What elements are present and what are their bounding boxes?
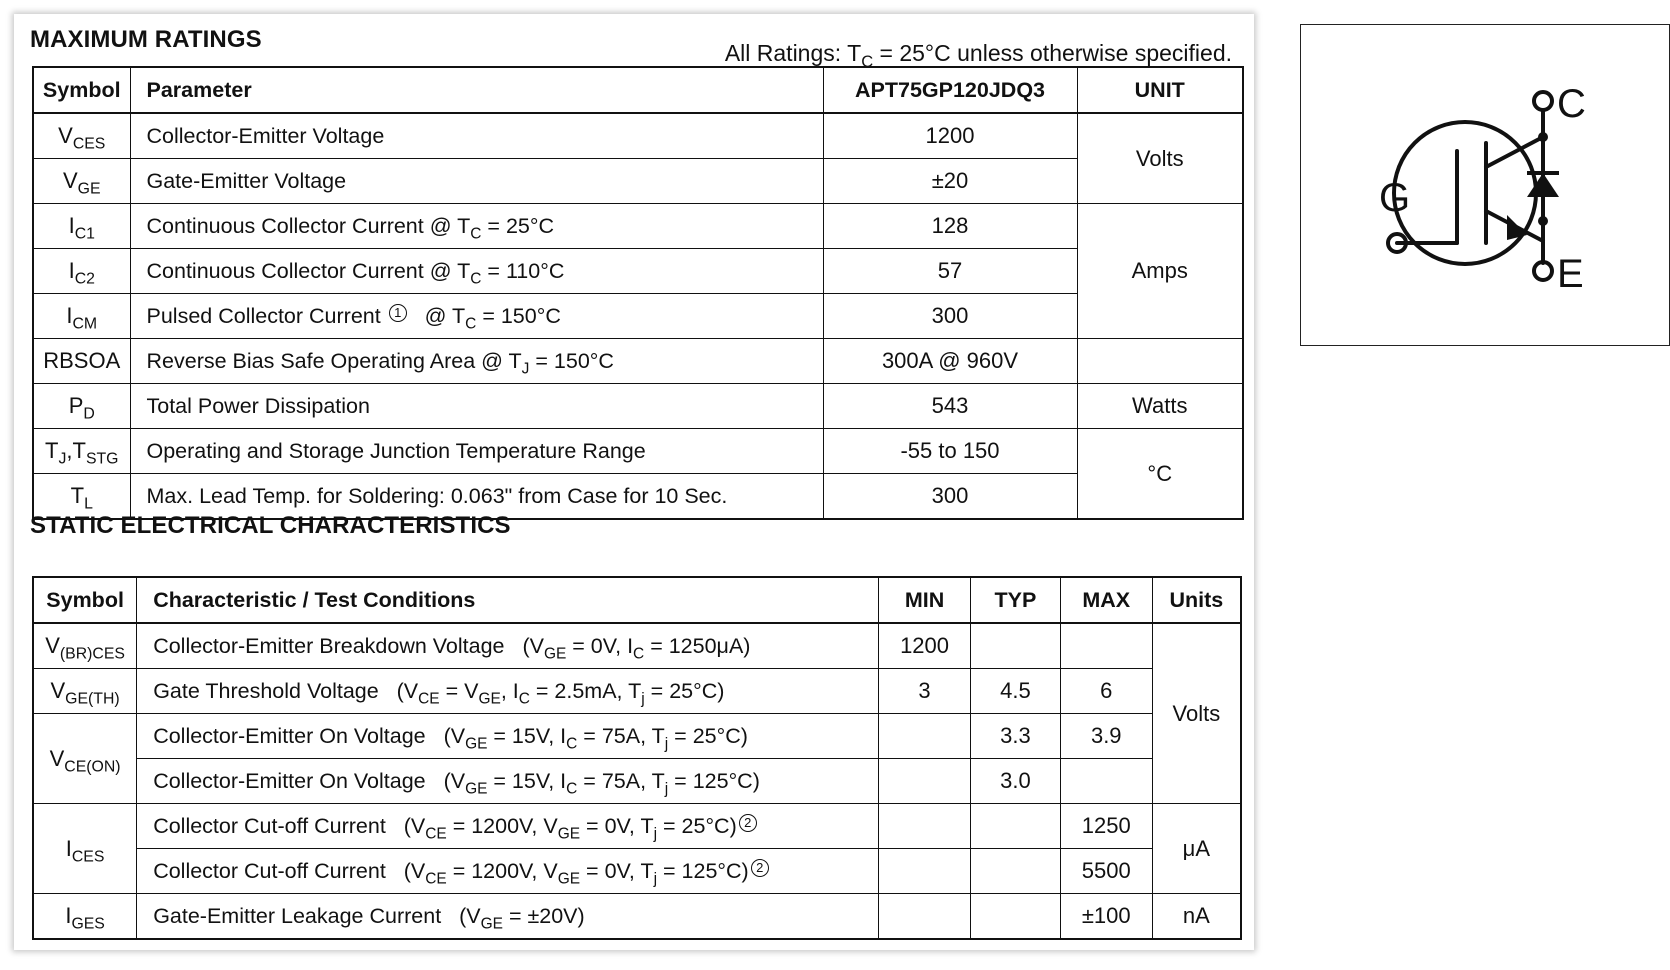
footnote-marker: 1 <box>389 304 407 322</box>
value-cell: 1200 <box>823 113 1077 159</box>
min-cell <box>879 849 971 894</box>
table-row <box>33 339 1243 384</box>
symbol-cell: $T_L$ <box>33 474 130 520</box>
characteristic-cell: Gate Threshold Voltage ($V_{CE} = V_{GE}$, $I_C = 2.5mA$, $T_j = 25^\circ C$) <box>137 669 879 714</box>
characteristic-cell: Collector-Emitter On Voltage ($V_{GE} = 15V$, $I_C = 75A$, $T_j = 125^\circ C$) <box>137 759 879 804</box>
ratings-note: All Ratings: $T_C = 25^\circ C$ unless otherwise specified. <box>724 40 1232 71</box>
table-row <box>33 849 1241 894</box>
header-min: MIN <box>879 577 971 623</box>
symbol-cell: $I_{C2}$ <box>33 249 130 294</box>
header-symbol: Symbol <box>33 67 130 113</box>
typ-cell <box>971 623 1061 669</box>
symbol-cell: $V_{GE}$ <box>33 159 130 204</box>
footnote-marker: 2 <box>751 859 769 877</box>
parameter-cell: Total Power Dissipation <box>130 384 823 429</box>
emitter-label: E <box>1557 252 1584 296</box>
symbol-cell: $I_{C1}$ <box>33 204 130 249</box>
table-row <box>33 384 1243 429</box>
max-ratings-title: MAXIMUM RATINGS <box>30 26 262 53</box>
diode-triangle <box>1527 173 1559 197</box>
symbol-cell: $V_{CE(ON)}$ <box>33 714 137 804</box>
min-cell <box>879 894 971 940</box>
symbol-cell: $V_{GE(TH)}$ <box>33 669 137 714</box>
typ-cell: 4.5 <box>971 669 1061 714</box>
max-cell <box>1060 623 1152 669</box>
symbol-cell: $V_{(BR)CES}$ <box>33 623 137 669</box>
gate-label: G <box>1379 176 1411 220</box>
header-unit: UNIT <box>1077 67 1243 113</box>
unit-cell: Volts <box>1077 113 1243 204</box>
max-ratings-table <box>32 66 1244 520</box>
value-cell: 57 <box>823 249 1077 294</box>
table-row <box>33 249 1243 294</box>
max-cell: 3.9 <box>1060 714 1152 759</box>
characteristic-cell: Collector Cut-off Current ($V_{CE} = 1200V$, $V_{GE} = 0V$, $T_j = 125^\circ C$) 2 <box>137 849 879 894</box>
unit-cell: μA <box>1152 804 1241 894</box>
min-cell <box>879 759 971 804</box>
max-cell: 6 <box>1060 669 1152 714</box>
unit-cell: Volts <box>1152 623 1241 804</box>
symbol-cell: $I_{GES}$ <box>33 894 137 940</box>
static-characteristics-table <box>32 576 1242 940</box>
min-cell: 1200 <box>879 623 971 669</box>
header-symbol: Symbol <box>33 577 137 623</box>
parameter-cell: Operating and Storage Junction Temperature Range <box>130 429 823 474</box>
parameter-cell: Continuous Collector Current @ $T_C = 110^\circ C$ <box>130 249 823 294</box>
typ-cell <box>971 894 1061 940</box>
table-row <box>33 429 1243 474</box>
unit-cell: Watts <box>1077 384 1243 429</box>
min-cell <box>879 714 971 759</box>
unit-cell: nA <box>1152 894 1241 940</box>
static-header-row <box>33 577 1241 623</box>
parameter-cell: Collector-Emitter Voltage <box>130 113 823 159</box>
typ-cell <box>971 804 1061 849</box>
header-typ: TYP <box>971 577 1061 623</box>
value-cell: -55 to 150 <box>823 429 1077 474</box>
characteristic-cell: Collector-Emitter Breakdown Voltage ($V_{GE} = 0V$, $I_C = 1250\mu A$) <box>137 623 879 669</box>
symbol-cell: $T_J,T_{STG}$ <box>33 429 130 474</box>
footnote-marker: 2 <box>739 814 757 832</box>
unit-cell: °C <box>1077 429 1243 520</box>
min-cell: 3 <box>879 669 971 714</box>
table-row <box>33 204 1243 249</box>
header-part-number: APT75GP120JDQ3 <box>823 67 1077 113</box>
value-cell: 543 <box>823 384 1077 429</box>
collector-label: C <box>1557 82 1586 126</box>
symbol-cell: $V_{CES}$ <box>33 113 130 159</box>
max-cell: ±100 <box>1060 894 1152 940</box>
parameter-cell: Max. Lead Temp. for Soldering: 0.063" from Case for 10 Sec. <box>130 474 823 520</box>
parameter-cell: Gate-Emitter Voltage <box>130 159 823 204</box>
header-parameter: Parameter <box>130 67 823 113</box>
static-characteristics-title: STATIC ELECTRICAL CHARACTERISTICS <box>30 512 511 539</box>
table-row <box>33 623 1241 669</box>
max-cell <box>1060 759 1152 804</box>
datasheet-page <box>14 14 1254 950</box>
parameter-cell: Reverse Bias Safe Operating Area @ $T_J = 150^\circ C$ <box>130 339 823 384</box>
igbt-symbol-icon <box>1301 25 1669 345</box>
value-cell: 300A @ 960V <box>823 339 1077 384</box>
table-row <box>33 669 1241 714</box>
max-cell: 1250 <box>1060 804 1152 849</box>
emitter-node <box>1538 216 1548 226</box>
igbt-symbol-box <box>1300 24 1670 346</box>
symbol-cell: RBSOA <box>33 339 130 384</box>
symbol-cell: $I_{CES}$ <box>33 804 137 894</box>
min-cell <box>879 804 971 849</box>
header-units: Units <box>1152 577 1241 623</box>
characteristic-cell: Gate-Emitter Leakage Current $(V_{GE} = \pm 20V)$ <box>137 894 879 940</box>
table-row <box>33 113 1243 159</box>
table-row <box>33 159 1243 204</box>
typ-cell: 3.0 <box>971 759 1061 804</box>
unit-cell: Amps <box>1077 204 1243 339</box>
header-characteristic: Characteristic / Test Conditions <box>137 577 879 623</box>
symbol-cell: $I_{CM}$ <box>33 294 130 339</box>
value-cell: 300 <box>823 294 1077 339</box>
symbol-cell: $P_D$ <box>33 384 130 429</box>
table-row <box>33 714 1241 759</box>
typ-cell: 3.3 <box>971 714 1061 759</box>
table-row <box>33 804 1241 849</box>
characteristic-cell: Collector-Emitter On Voltage ($V_{GE} = 15V$, $I_C = 75A$, $T_j = 25^\circ C$) <box>137 714 879 759</box>
header-max: MAX <box>1060 577 1152 623</box>
parameter-cell: Continuous Collector Current @ $T_C = 25^\circ C$ <box>130 204 823 249</box>
value-cell: 300 <box>823 474 1077 520</box>
collector-node <box>1538 132 1548 142</box>
max-cell: 5500 <box>1060 849 1152 894</box>
collector-terminal <box>1534 92 1552 110</box>
unit-cell-empty <box>1077 339 1243 384</box>
parameter-cell: Pulsed Collector Current 1 @ $T_C = 150^\circ C$ <box>130 294 823 339</box>
emitter-arrow <box>1507 215 1527 240</box>
value-cell: 128 <box>823 204 1077 249</box>
characteristic-cell: Collector Cut-off Current ($V_{CE} = 1200V$, $V_{GE} = 0V$, $T_j = 25^\circ C$) 2 <box>137 804 879 849</box>
max-ratings-header-row <box>33 67 1243 113</box>
table-row <box>33 894 1241 940</box>
typ-cell <box>971 849 1061 894</box>
table-row <box>33 294 1243 339</box>
table-row <box>33 759 1241 804</box>
value-cell: ±20 <box>823 159 1077 204</box>
